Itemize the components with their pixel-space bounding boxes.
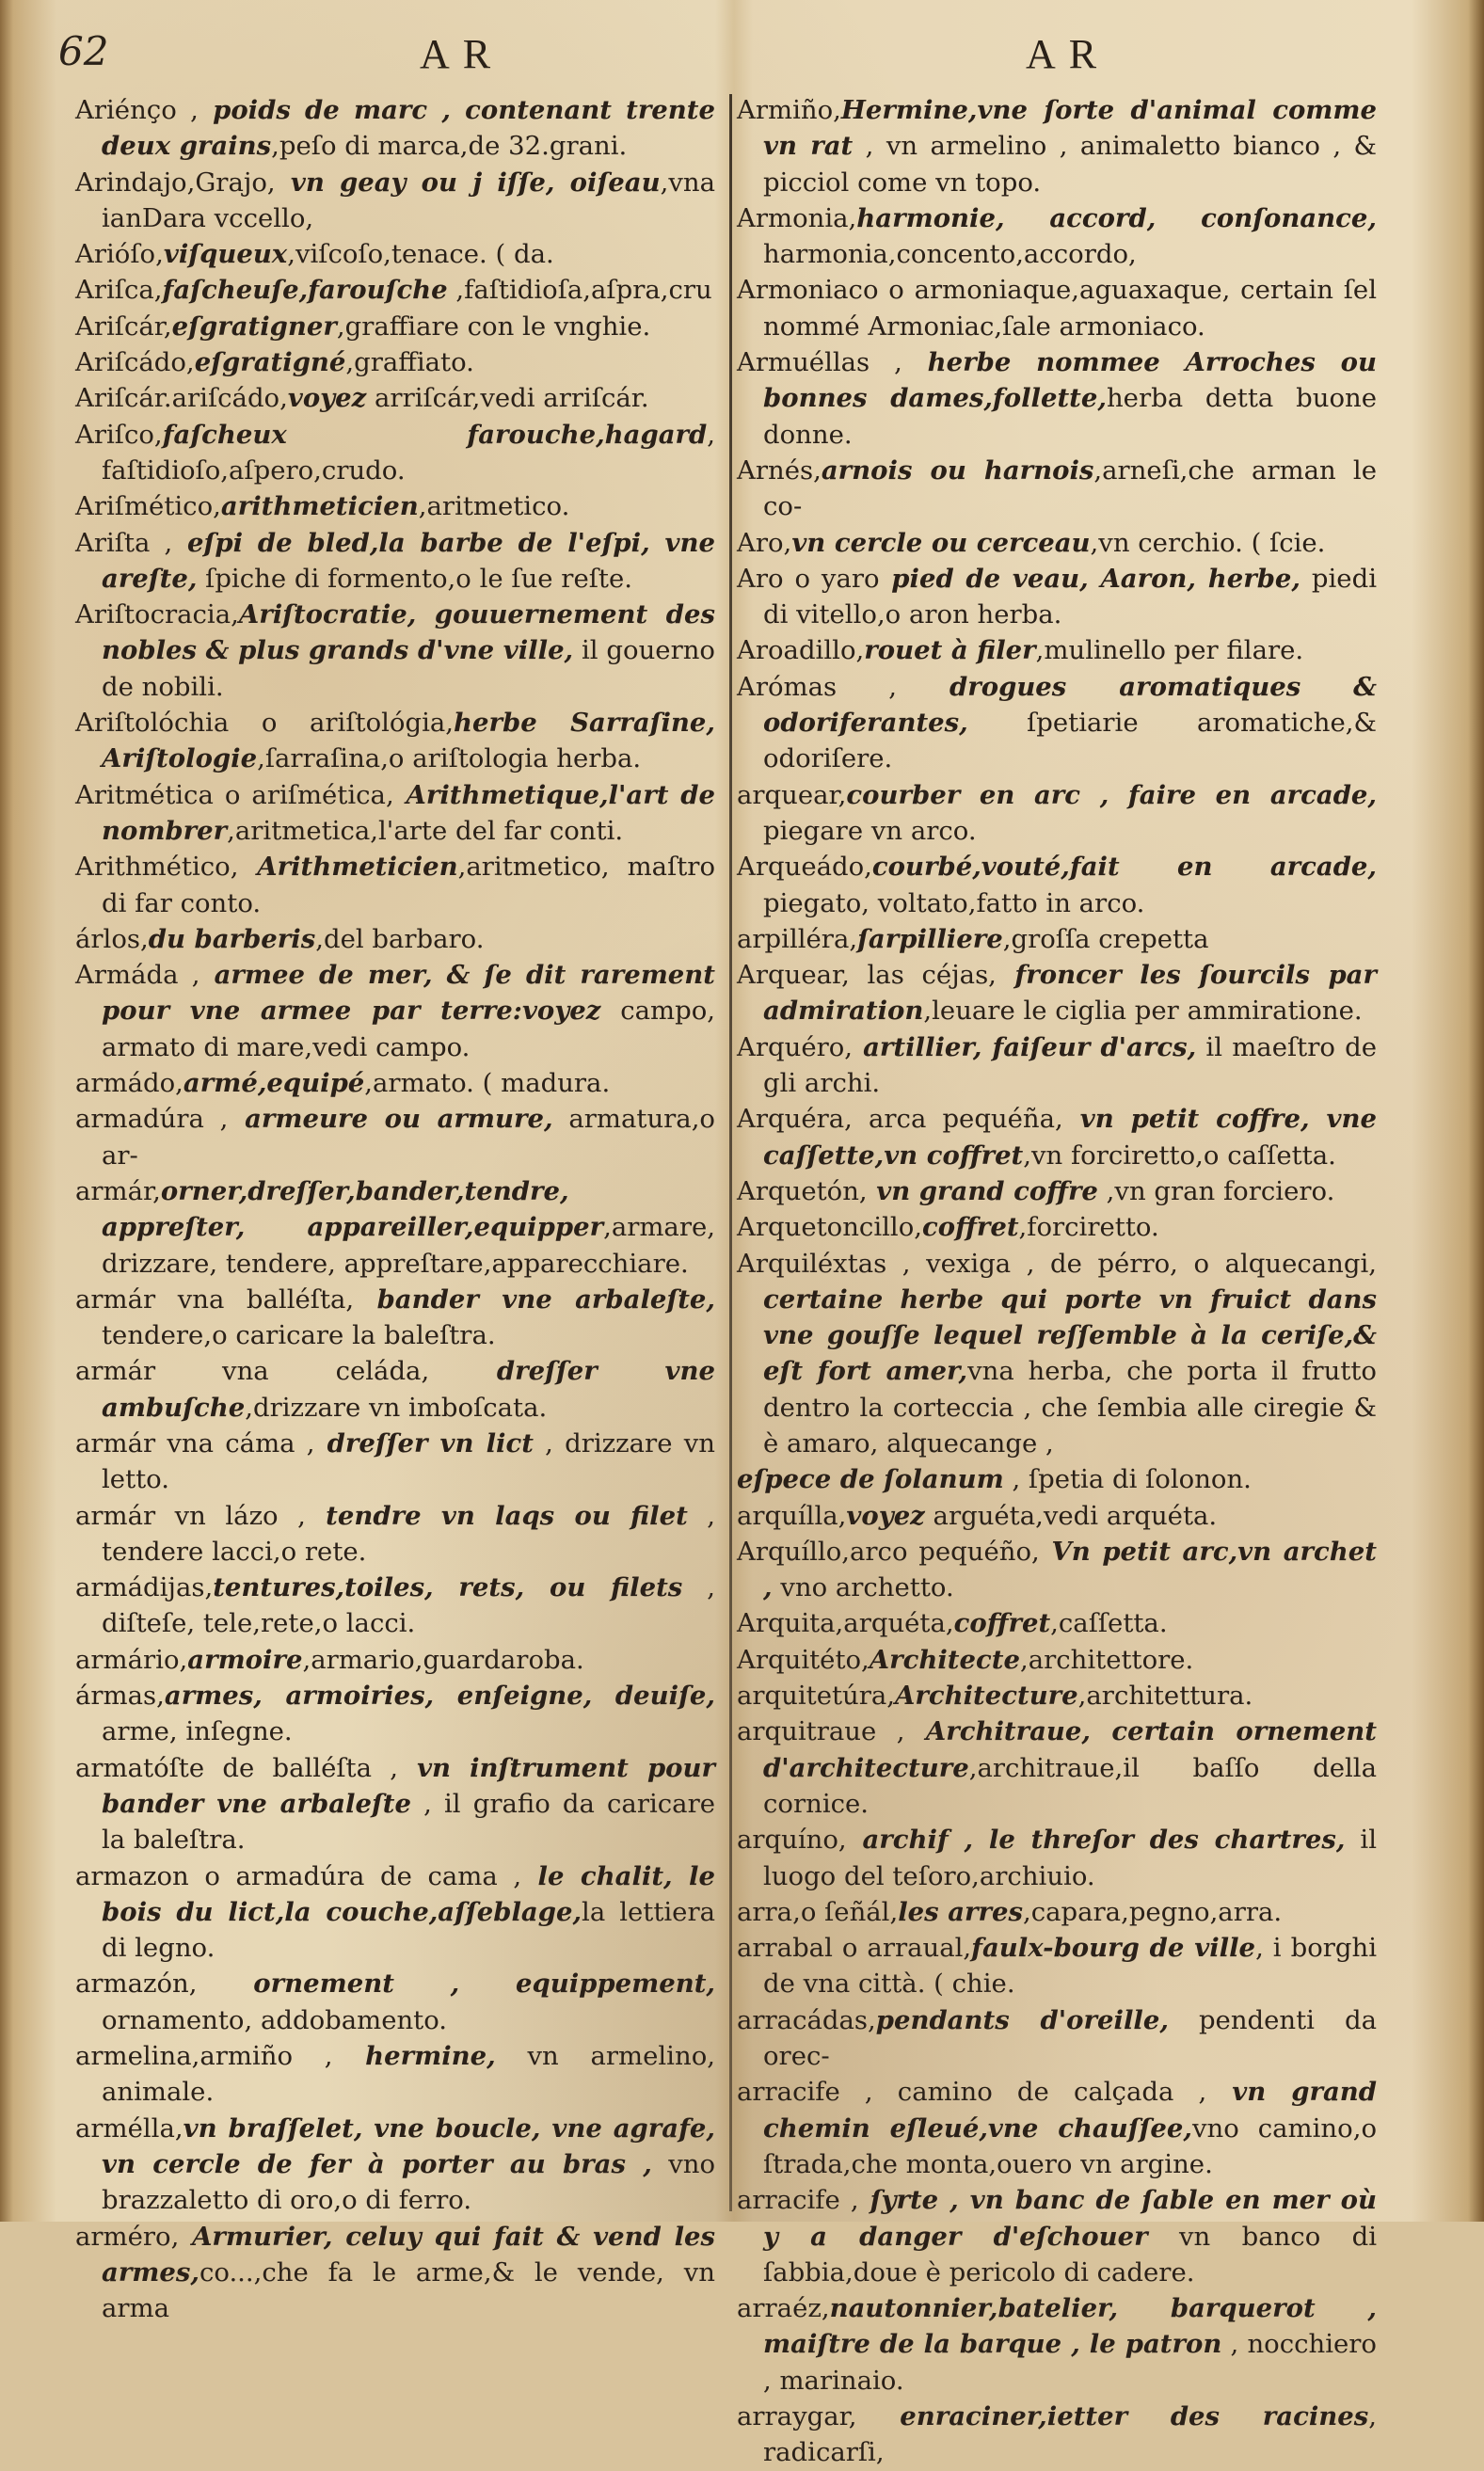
headword: Arquitéto, xyxy=(737,1644,870,1675)
headword: Aritmética o ariſmética, xyxy=(75,779,394,810)
french-gloss: coffret xyxy=(953,1608,1051,1639)
french-gloss: rouet à filer xyxy=(864,635,1036,666)
italian-gloss: ,faſtidioſa,aſpra,cru xyxy=(447,275,712,306)
french-gloss: eſgratigné xyxy=(194,347,346,378)
italian-gloss: ,armario,guardaroba. xyxy=(302,1644,584,1675)
french-gloss: pied de veau, Aaron, herbe, xyxy=(879,563,1301,594)
headword: arraéz, xyxy=(737,2293,830,2324)
dictionary-entry xyxy=(737,632,1377,668)
italian-gloss: arme, inſegne. xyxy=(102,1716,293,1747)
french-gloss: armes, armoiries, enſeigne, deuiſe, xyxy=(164,1681,715,1712)
italian-gloss: ,caſſetta. xyxy=(1050,1608,1168,1639)
italian-gloss: co...,che fa le arme,& le vende, vn arma xyxy=(102,2256,715,2324)
headword: arquitetúra, xyxy=(737,1681,896,1712)
headword: Arquita,arquéta, xyxy=(737,1608,954,1639)
dictionary-entry xyxy=(737,1822,1377,1894)
french-gloss: Ariſtocratie, gouuernement des nobles & plus grands d'vne ville, xyxy=(102,599,715,666)
dictionary-entry xyxy=(737,2074,1377,2182)
headword: Arithmético, xyxy=(75,852,239,883)
dictionary-entry xyxy=(75,921,715,957)
french-gloss: nautonnier,batelier, barquerot , maiſtre de la barque , le patron xyxy=(763,2293,1377,2360)
dictionary-entry xyxy=(737,1642,1377,1678)
french-gloss: armee de mer, & ſe dit rarement pour vne armee par terre:voyez xyxy=(102,960,715,1027)
italian-gloss: ornamento, addobamento. xyxy=(102,2004,448,2035)
headword: Ariſtolóchia o ariſtológia, xyxy=(75,708,455,739)
italian-gloss: ,aritmetica,l'arte del far conti. xyxy=(227,815,624,846)
italian-gloss: , diſteſe, tele,rete,o lacci. xyxy=(102,1572,715,1639)
italian-gloss: ,ſarraſina,o ariſtologia herba. xyxy=(257,743,642,774)
headword: Armoniaco o armoniaque, xyxy=(737,275,1080,306)
french-gloss: vn grand coffre xyxy=(867,1175,1098,1206)
italian-gloss: , i borghi de vna città. ( chie. xyxy=(763,1933,1378,2000)
french-gloss: armeure ou armure, xyxy=(228,1104,553,1135)
dictionary-entry xyxy=(75,777,715,850)
french-gloss: faſcheux farouche,hagard xyxy=(162,419,708,450)
italian-gloss: , il grafio da caricare la baleſtra. xyxy=(102,1788,715,1856)
french-gloss: armé,equipé xyxy=(183,1068,365,1099)
italian-gloss: ,groſſa crepetta xyxy=(1002,923,1209,954)
headword: Arquéra, arca pequéña, xyxy=(737,1104,1063,1135)
french-gloss: enraciner,ietter des racines xyxy=(856,2401,1369,2431)
dictionary-entry xyxy=(737,2182,1377,2290)
headword: arquitraue , xyxy=(737,1716,905,1747)
italian-gloss: ,vn cerchio. ( ſcie. xyxy=(1090,527,1326,558)
dictionary-entry xyxy=(737,1029,1377,1102)
italian-gloss: ,arneſi,che arman le co- xyxy=(763,454,1377,522)
italian-gloss: ,armare, drizzare, tendere, appreſtare,apparecchiare. xyxy=(102,1212,715,1279)
italian-gloss: il luogo del teſoro,archiuio. xyxy=(763,1825,1377,1891)
french-gloss: bander vne arbaleſte, xyxy=(354,1283,715,1315)
headword: Armáda , xyxy=(75,960,200,991)
dictionary-entry xyxy=(737,1498,1377,1534)
italian-gloss: , ſpetia di ſolonon. xyxy=(1003,1464,1252,1495)
french-gloss: Hermine,vne ſorte d'animal comme vn rat xyxy=(763,95,1377,162)
dictionary-entry xyxy=(737,561,1377,633)
italian-gloss: ,peſo di marca,de 32.grani. xyxy=(271,131,628,162)
dictionary-entry xyxy=(75,597,715,705)
french-gloss: Arithmeticien xyxy=(238,852,458,883)
headword: Armiño, xyxy=(737,95,841,125)
italian-gloss: piegare vn arco. xyxy=(763,815,977,846)
headword: Arquéro, xyxy=(737,1031,854,1062)
dictionary-entry xyxy=(75,849,715,921)
dictionary-entry xyxy=(75,1858,715,1967)
italian-gloss: ,aritmetico. xyxy=(418,491,570,522)
french-gloss: courber en arc , faire en arcade, xyxy=(846,779,1377,810)
italian-gloss: ,graffiato. xyxy=(345,347,474,378)
french-gloss: vn grand chemin eſleué,vne chauſſee, xyxy=(763,2077,1377,2144)
italian-gloss: , nocchiero , marinaio. xyxy=(763,2329,1377,2396)
dictionary-entry xyxy=(75,1065,715,1101)
headword: armár vna balléſta, xyxy=(75,1283,355,1315)
dictionary-entry xyxy=(75,957,715,1065)
headword: Ariſcádo, xyxy=(75,347,195,378)
dictionary-entry xyxy=(737,200,1377,273)
french-gloss: tendre vn laqs ou filet xyxy=(305,1500,688,1531)
dictionary-entry xyxy=(737,849,1377,921)
headword: Arquetón, xyxy=(737,1175,868,1206)
french-gloss: dreſſer vne ambuſche xyxy=(102,1356,715,1423)
running-head-right: AR xyxy=(1026,31,1110,77)
headword: Arquetoncillo, xyxy=(737,1212,922,1243)
headword: armelina,armiño , xyxy=(75,2041,333,2072)
headword: Arnés, xyxy=(737,454,822,486)
dictionary-entry xyxy=(75,488,715,524)
left-column xyxy=(75,92,715,2326)
french-gloss: poids de marc , contenant trente deux grains xyxy=(102,95,715,162)
headword: arracádas, xyxy=(737,2004,876,2035)
french-gloss: dreſſer vn lict xyxy=(314,1427,534,1459)
dictionary-entry xyxy=(737,1246,1377,1462)
headword: árlos, xyxy=(75,923,149,954)
headword: armár vn lázo , xyxy=(75,1500,306,1531)
french-gloss: artillier, faiſeur d'arcs, xyxy=(853,1031,1197,1062)
dictionary-entry xyxy=(75,344,715,380)
dictionary-entry xyxy=(737,1209,1377,1245)
dictionary-entry xyxy=(75,1353,715,1426)
headword: arpilléra, xyxy=(737,923,858,954)
dictionary-entry xyxy=(75,2111,715,2219)
italian-gloss: vn banco di ſabbia,doue è pericolo di cadere. xyxy=(763,2221,1377,2288)
dictionary-entry xyxy=(737,1714,1377,1822)
headword: arracife , camino de calçada , xyxy=(737,2077,1207,2108)
french-gloss: armoire xyxy=(187,1644,303,1675)
headword: Armonia, xyxy=(737,202,857,233)
headword: Arióſo, xyxy=(75,239,164,270)
italian-gloss: campo, armato di mare,vedi campo. xyxy=(102,996,715,1062)
headword: armário, xyxy=(75,1644,188,1675)
italian-gloss: harmonia,concento,accordo, xyxy=(763,239,1137,270)
italian-gloss: vn armelino, animale. xyxy=(102,2041,715,2108)
french-gloss: Architecture xyxy=(895,1681,1078,1712)
french-gloss: vn braſſelet, vne boucle, vne agrafe, vn cercle de fer à porter au bras , xyxy=(102,2112,715,2179)
dictionary-entry xyxy=(737,777,1377,850)
french-gloss: viſqueux xyxy=(163,239,288,270)
dictionary-entry xyxy=(75,1570,715,1642)
italian-gloss: ,armato. ( madura. xyxy=(364,1068,611,1099)
dictionary-entry xyxy=(75,705,715,777)
dictionary-entry xyxy=(737,1930,1377,2002)
italian-gloss: , faſtidioſo,aſpero,crudo. xyxy=(102,419,715,486)
dictionary-entry xyxy=(737,1678,1377,1714)
french-gloss: du barberis xyxy=(148,923,316,954)
running-head-left: AR xyxy=(420,31,504,77)
headword: ármas, xyxy=(75,1681,165,1712)
italian-gloss: il gouerno de nobili. xyxy=(102,635,715,702)
dictionary-entry xyxy=(737,1461,1377,1497)
french-gloss: hermine, xyxy=(332,2041,496,2072)
headword: arquílla, xyxy=(737,1500,847,1531)
headword: Arómas , xyxy=(737,671,898,702)
italian-gloss: il maeſtro de gli archi. xyxy=(763,1031,1377,1099)
dictionary-entry xyxy=(75,1101,715,1173)
french-gloss: drogues aromatiques & odoriferantes, xyxy=(763,671,1377,739)
headword: Ariſmético, xyxy=(75,491,221,522)
headword: arméllа, xyxy=(75,2112,184,2144)
headword: armár, xyxy=(75,1175,161,1206)
dictionary-entry xyxy=(737,2399,1377,2471)
french-gloss: Armurier, celuy qui fait & vend les armes, xyxy=(102,2221,715,2288)
french-gloss: certaine herbe qui porte vn fruict dans vne gouſſe lequel reſſemble à la ceriſe,& eſt fort amer, xyxy=(763,1283,1377,1387)
headword: Ariſco, xyxy=(75,419,163,450)
headword: Ariſcár, xyxy=(75,311,172,342)
headword: arra,o ſeñál, xyxy=(737,1896,899,1927)
french-gloss: courbé,vouté,fait en arcade, xyxy=(871,852,1377,883)
italian-gloss: tendere,o caricare la baleſtra. xyxy=(102,1320,496,1351)
headword: arraygar, xyxy=(737,2401,857,2431)
headword: Aro, xyxy=(737,527,792,558)
french-gloss: vn cercle ou cerceau xyxy=(791,527,1091,558)
dictionary-entry xyxy=(75,2038,715,2111)
italian-gloss: ſpetiarie aromatiche,& odoriſere. xyxy=(763,708,1377,774)
french-gloss: ornement , equippement, xyxy=(197,1969,715,2000)
italian-gloss: , drizzare vn letto. xyxy=(102,1427,715,1495)
french-gloss: archif , le threſor des chartres, xyxy=(846,1825,1346,1856)
headword: arrabal o arraual, xyxy=(737,1933,972,1964)
italian-gloss: herba detta buone donne. xyxy=(763,383,1377,450)
italian-gloss: ,architettore. xyxy=(1019,1644,1194,1675)
french-gloss: herbe Sarraſine, Ariſtologie xyxy=(102,708,715,774)
headword: Arquiléxtas , vexiga , de pérro, o alquecangi, xyxy=(737,1248,1377,1279)
french-gloss: Architraue, certain ornement d'architecture xyxy=(763,1716,1378,1783)
dictionary-entry xyxy=(75,1173,715,1282)
dictionary-entry xyxy=(737,92,1377,200)
italian-gloss: ,vn gran forciero. xyxy=(1097,1175,1335,1206)
french-gloss: le chalit, le bois du lict,la couche,aſſeblage, xyxy=(102,1860,715,1927)
italian-gloss: ,del barbaro. xyxy=(315,923,485,954)
headword: Arquíllo,arco pequéño, xyxy=(737,1536,1040,1567)
italian-gloss: arriſcár,vedi arriſcár. xyxy=(366,383,649,414)
headword: Armuéllas , xyxy=(737,347,902,378)
dictionary-entry xyxy=(737,272,1377,344)
french-gloss: orner,dreſſer,bander,tendre, appreſter, appareiller,equipper xyxy=(102,1175,604,1243)
headword: armár vna celáda, xyxy=(75,1356,430,1387)
headword: Aro o yaro xyxy=(737,563,880,594)
headword: armatóſte de balléſta , xyxy=(75,1752,398,1783)
french-gloss: coffret xyxy=(922,1212,1019,1243)
headword: Arindajo,Grajo, xyxy=(75,167,276,198)
italian-gloss: ſpiche di formento,o le ſue reſte. xyxy=(197,563,632,594)
headword: Ariſta , xyxy=(75,527,173,558)
headword: armadúra , xyxy=(75,1104,229,1135)
french-gloss: faulx-bourg de ville xyxy=(971,1933,1256,1964)
italian-gloss: aguaxaque, certain ſel nommé Armoniac,ſale armoniaco. xyxy=(763,275,1377,342)
french-gloss: voyez xyxy=(846,1500,925,1531)
french-gloss: ſarpilliere xyxy=(857,923,1003,954)
italian-gloss: ,architettura. xyxy=(1077,1681,1253,1712)
french-gloss: pendants d'oreille, xyxy=(875,2004,1169,2035)
french-gloss: arnois ou harnois xyxy=(821,454,1094,486)
headword: armár vna cáma , xyxy=(75,1427,315,1459)
italian-gloss: ,vn forciretto,o caſſetta. xyxy=(1023,1140,1336,1171)
dictionary-entry xyxy=(737,957,1377,1029)
italian-gloss: ,capara,pegno,arra. xyxy=(1023,1896,1283,1927)
dictionary-entry xyxy=(737,921,1377,957)
french-gloss: les arres xyxy=(898,1896,1023,1927)
dictionary-entry xyxy=(737,1894,1377,1930)
french-gloss: harmonie, accord, conſonance, xyxy=(856,202,1377,233)
french-gloss: faſcheuſe,farouſche xyxy=(162,275,448,306)
french-gloss: tentures,toiles, rets, ou filets xyxy=(213,1572,683,1603)
french-gloss: herbe nommee Arroches ou bonnes dames,follette, xyxy=(763,347,1377,414)
dictionary-entry xyxy=(75,1282,715,1354)
italian-gloss: ,drizzare vn imboſcata. xyxy=(245,1392,548,1423)
french-gloss: froncer les ſourcils par admiration xyxy=(763,960,1377,1027)
headword: Ariſca, xyxy=(75,275,163,306)
dictionary-entry xyxy=(75,309,715,344)
french-gloss: vn inſtrument pour bander vne arbaleſte xyxy=(102,1752,715,1819)
headword: Arqueádo, xyxy=(737,852,872,883)
french-gloss: voyez xyxy=(287,383,367,414)
dictionary-entry xyxy=(737,344,1377,453)
column-divider xyxy=(729,94,732,2211)
italian-gloss: vna herba, che porta il frutto dentro la corteccia , che ſembia alle ciregie & è amaro, alquecange , xyxy=(763,1356,1377,1459)
french-gloss: eſpi de bled,la barbe de l'eſpi, vne areſte, xyxy=(102,527,715,594)
dictionary-entry xyxy=(75,1678,715,1750)
dictionary-entry xyxy=(737,669,1377,777)
headword: arméro, xyxy=(75,2221,180,2252)
dictionary-entry xyxy=(75,417,715,489)
italian-gloss: ,vna ianDara vccello, xyxy=(102,167,715,233)
italian-gloss: vno archetto. xyxy=(772,1572,954,1603)
dictionary-entry xyxy=(75,236,715,272)
dictionary-entry xyxy=(75,1966,715,2038)
dictionary-entry xyxy=(737,2290,1377,2399)
dictionary-entry xyxy=(75,1498,715,1570)
french-gloss: eſgratigner xyxy=(171,311,337,342)
headword: arracife , xyxy=(737,2185,859,2216)
dictionary-entry xyxy=(75,1426,715,1498)
french-gloss: Vn petit arc,vn archet , xyxy=(763,1536,1377,1603)
dictionary-entry xyxy=(75,1642,715,1678)
dictionary-entry xyxy=(737,2002,1377,2075)
italian-gloss: vno brazzaletto di oro,o di ferro. xyxy=(102,2148,716,2216)
italian-gloss: piedi di vitello,o aron herba. xyxy=(763,563,1377,630)
dictionary-entry xyxy=(737,1605,1377,1641)
headword: Ariſcár.ariſcádo, xyxy=(75,383,288,414)
dictionary-entry xyxy=(737,525,1377,561)
dictionary-entry xyxy=(75,380,715,416)
french-gloss: Arithmetique,l'art de nombrer xyxy=(102,779,715,846)
dictionary-entry xyxy=(737,1173,1377,1209)
italian-gloss: ,aritmetico, maſtro di far conto. xyxy=(102,852,716,918)
french-gloss: vn petit coffre, vne caſſette,vn coffret xyxy=(763,1104,1377,1171)
page-number: 62 xyxy=(58,28,109,74)
italian-gloss: vno camino,o ſtrada,che monta,ouero vn argine. xyxy=(763,2112,1377,2179)
italian-gloss: ,forciretto. xyxy=(1018,1212,1159,1243)
italian-gloss: , vn armelino , animaletto bianco , & picciol come vn topo. xyxy=(763,131,1377,198)
right-column xyxy=(737,92,1377,2471)
italian-gloss: ,architraue,il baſſo della cornice. xyxy=(763,1752,1377,1819)
italian-gloss: pendenti da orec- xyxy=(763,2004,1377,2072)
headword: armádijas, xyxy=(75,1572,214,1603)
italian-gloss: arguéta,vedi arquéta. xyxy=(924,1500,1218,1531)
dictionary-entry xyxy=(737,1101,1377,1173)
italian-gloss: piegato, voltato,fatto in arco. xyxy=(763,887,1145,918)
italian-gloss: , tendere lacci,o rete. xyxy=(102,1500,716,1567)
headword: armazón, xyxy=(75,1969,198,2000)
italian-gloss: la lettiera di legno. xyxy=(102,1896,715,1964)
dictionary-entry xyxy=(75,2219,715,2327)
dictionary-entry xyxy=(75,92,715,165)
dictionary-entry xyxy=(75,525,715,598)
french-gloss: eſpece de ſolanum xyxy=(737,1464,1004,1495)
dictionary-entry xyxy=(75,165,715,237)
dictionary-entry xyxy=(737,453,1377,525)
italian-gloss: armatura,o ar- xyxy=(102,1104,715,1171)
headword: armádo, xyxy=(75,1068,184,1099)
headword: arquíno, xyxy=(737,1825,847,1856)
headword: arquear, xyxy=(737,779,847,810)
headword: Aroadillo, xyxy=(737,635,865,666)
italian-gloss: ,viſcoſo,tenace. ( da. xyxy=(287,239,554,270)
french-gloss: arithmeticien xyxy=(220,491,419,522)
headword: Arquear, las céjas, xyxy=(737,960,997,991)
italian-gloss: , radicarſi, xyxy=(763,2401,1377,2468)
headword: Ariſtocracia, xyxy=(75,599,239,630)
dictionary-entry xyxy=(737,1534,1377,1606)
headword: armazon o armadúra de cama , xyxy=(75,1860,522,1891)
french-gloss: Architecte xyxy=(869,1644,1020,1675)
dictionary-entry xyxy=(75,1750,715,1858)
dictionary-entry xyxy=(75,272,715,308)
italian-gloss: ,graffiare con le vnghie. xyxy=(336,311,651,342)
italian-gloss: ,leuare le ciglia per ammiratione. xyxy=(923,996,1363,1027)
french-gloss: ſyrte , vn banc de ſable en mer où y a danger d'eſchouer xyxy=(763,2185,1378,2252)
french-gloss: vn geay ou j iſſe, oiſeau xyxy=(275,167,661,198)
italian-gloss: ,mulinello per filare. xyxy=(1035,635,1304,666)
headword: Ariénço , xyxy=(75,95,199,125)
